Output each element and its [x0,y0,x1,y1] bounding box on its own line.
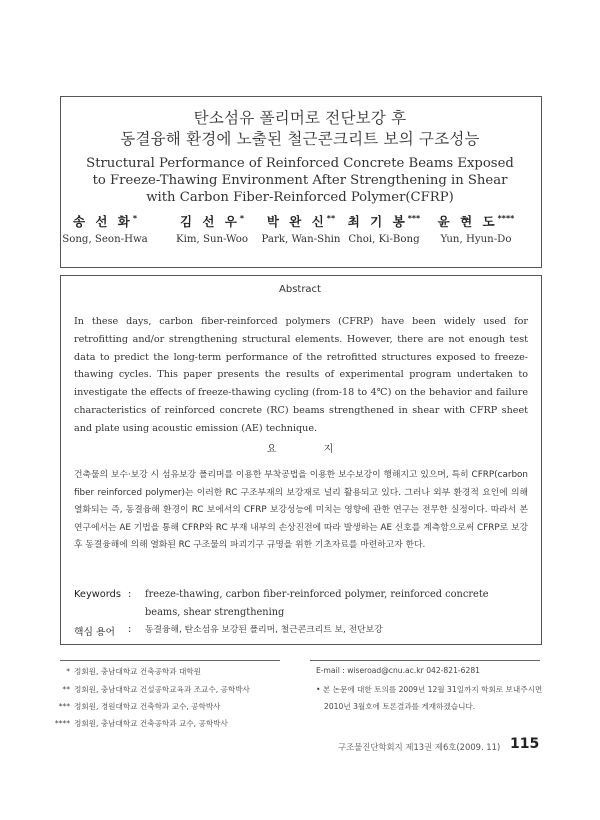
footnote-1-mark: * [66,667,70,676]
english-title-line-1: Structural Performance of Reinforced Concrete Beams Exposed [86,156,514,171]
author-2-english-name: Kim, Sun-Woo [175,234,249,245]
footnote-4-mark: **** [54,719,70,728]
author-3-english-name: Park, Wan-Shin [261,234,341,245]
footnote-rule-left [60,660,280,661]
korean-abstract-text: 건축물의 보수·보강 시 섬유보강 폴리머를 이용한 부착공법을 이용한 보수보강이 행해지고 있으며, 특히 CFRP(carbon fiber reinforced polymer)는 이러한 RC 구조부재의 보강재로 널리 활용되고 있다. 그러나 외부 환경적 요인에 의해 열화되는 즉, 동결융해 환경이 RC 보에서의 CFRP 보강성능에 미치는 영향에 관한 연구는 전무한 실정이다. 따라서 본 연구에서는 AE 기법을 통해 CFRP와 RC 부재 내부의 손상진전에 따라 발생하는 AE 신호를 계측함으로써 CFRP로 보강 후 동결융해에 의해 열화된 RC 구조물의 파괴기구 규명을 위한 기초자료를 마련하고자 한다. [74,470,528,551]
author-2-mark: * [239,213,245,223]
footnote-rule-right [310,660,540,661]
journal-name: 구조물진단학회지 제13권 제6호(2009. 11) [338,742,501,752]
keywords-text: freeze-thawing, carbon fiber-reinforced polymer, reinforced concrete beams, shear strengthening [145,589,489,618]
author-5-mark: **** [497,213,515,223]
korean-abstract-heading: 요 지 [266,444,356,455]
author-1-korean-name: 송 선 화 [72,214,133,229]
author-4-mark: *** [407,213,421,223]
footnote-4 [40,718,228,729]
author-1-mark: * [132,213,138,223]
footnote-2-text: 정회원, 충남대학교 건설공학교육과 조교수, 공학박사 [74,685,250,694]
page-number: 115 [510,736,540,752]
contact-email: E-mail : wiseroad@cnu.ac.kr 042-821-6281 [316,666,480,675]
footnote-2 [40,684,250,695]
author-5-english-name: Yun, Hyun-Do [440,234,512,245]
author-4-english-name: Choi, Ki-Bong [348,234,420,245]
footnote-3 [40,701,221,712]
english-title-line-2: to Freeze-Thawing Environment After Strengthening in Shear [92,173,508,188]
author-1-english-name: Song, Seon-Hwa [62,234,148,245]
author-2-korean-name: 김 선 우 [179,214,240,229]
author-4-korean-name: 최 기 봉 [347,214,408,229]
footnote-1-text: 정회원, 충남대학교 건축공학과 대학원 [74,667,202,676]
author-1 [50,212,160,245]
footnote-2-mark: ** [62,685,70,694]
author-3-mark: ** [326,213,336,223]
abstract-text: In these days, carbon fiber-reinforced polymers (CFRP) have been widely used for retrofitting and/or strengthening structural elements. However, there are not enough test data to predict the long-term performance of the retrofitted structures exposed to freeze-thawing cycles. This paper presents the results of experimental program undertaken to investigate the effects of freeze-thawing cycling (from-18 to 4℃) on the behavior and failure characteristics of reinforced concrete (RC) beams strengthened in shear with CFRP sheet and plate using acoustic emission (AE) technique. [74,316,528,434]
footnote-4-text: 정회원, 충남대학교 건축공학과 교수, 공학박사 [74,719,228,728]
korean-keywords-colon: : [128,624,132,635]
author-5 [421,212,531,245]
author-3-korean-name: 박 완 신 [266,214,327,229]
abstract-heading: Abstract [279,284,321,295]
author-5-korean-name: 윤 현 도 [437,214,498,229]
keywords-colon: : [128,589,132,600]
english-title-line-3: with Carbon Fiber-Reinforced Polymer(CFRP) [146,190,454,205]
korean-keywords-label: 핵심 용어 [74,627,115,638]
footnote-1 [40,666,201,677]
korean-keywords-text: 동결융해, 탄소섬유 보강된 폴리머, 철근콘크리트 보, 전단보강 [145,625,383,635]
korean-title-line-2: 동결융해 환경에 노출된 철근콘크리트 보의 구조성능 [120,130,480,148]
footnote-3-text: 정회원, 경원대학교 건축학과 교수, 공학박사 [74,702,221,711]
korean-title-line-1: 탄소섬유 폴리머로 전단보강 후 [193,109,407,127]
discussion-note-line-1: • 본 논문에 대한 토의를 2009년 12월 31일까지 학회로 보내주시면 [316,685,543,694]
discussion-note-line-2: 2010년 3월호에 토론결과를 게재하겠습니다. [324,702,476,711]
footnote-3-mark: *** [58,702,70,711]
keywords-label: Keywords [74,589,121,600]
